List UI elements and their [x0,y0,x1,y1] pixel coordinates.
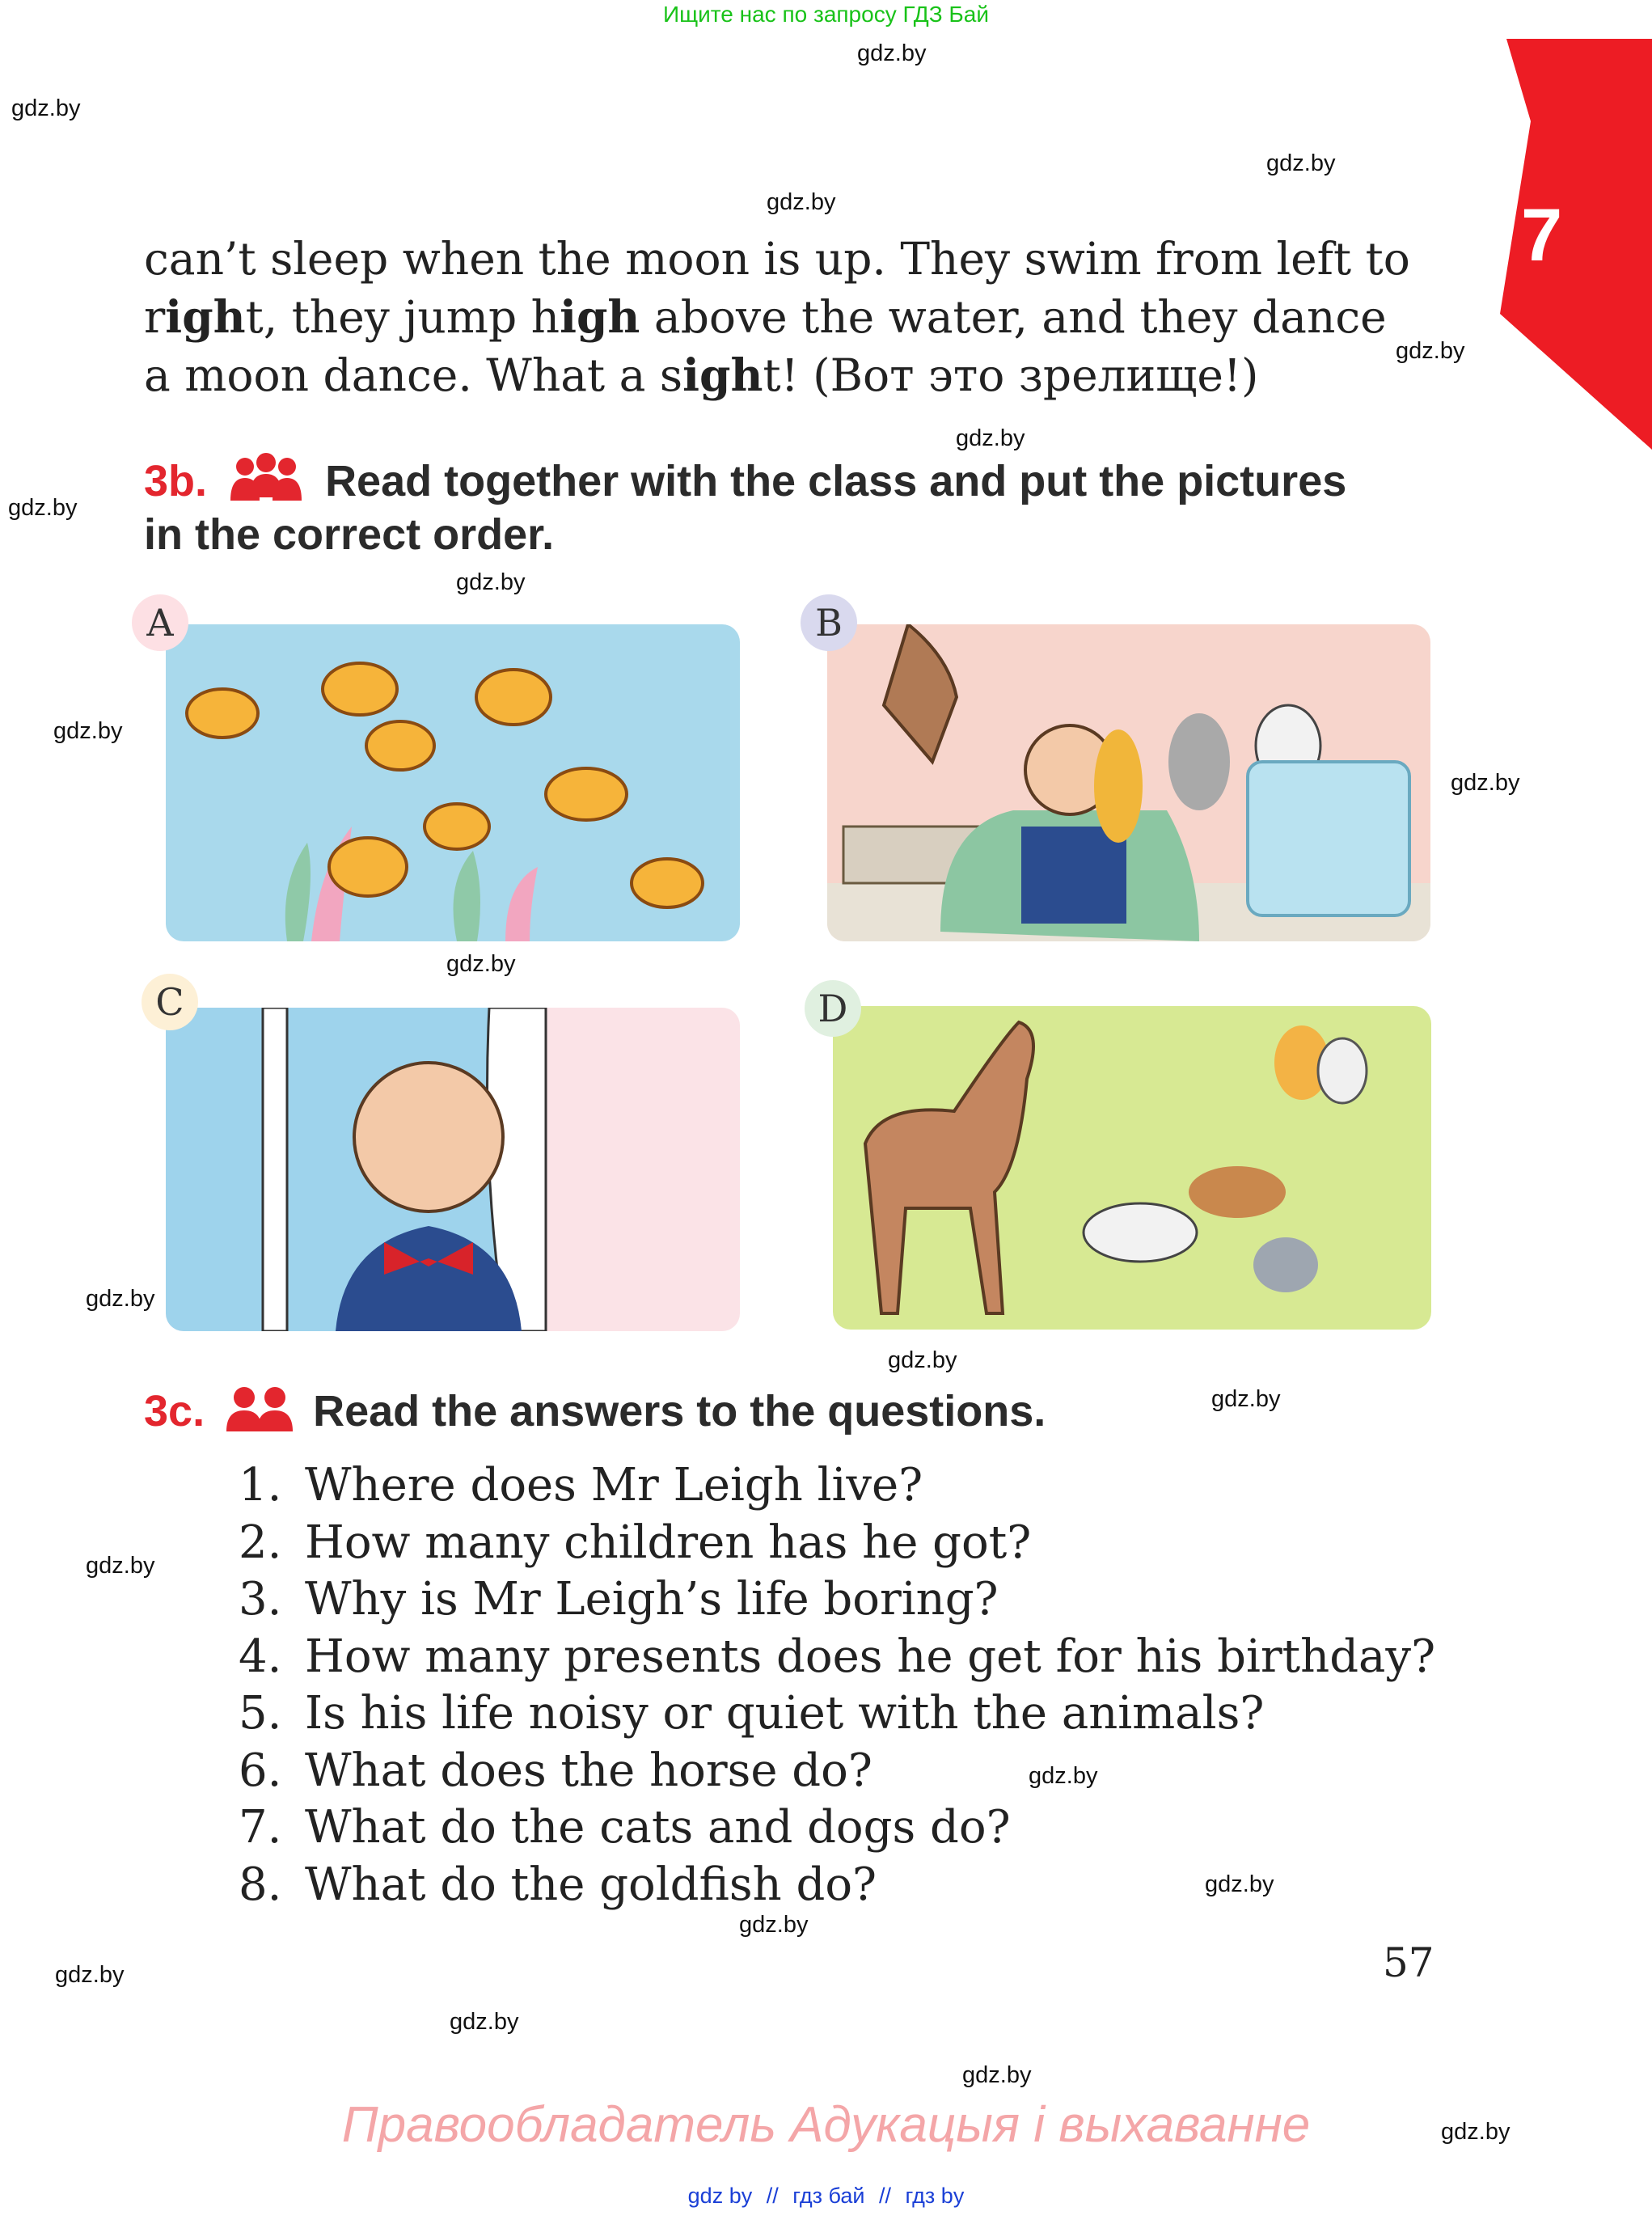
story-line: right, they jump high above the water, and they dance [144,290,1387,343]
exercise-3b-heading [144,455,1346,561]
watermark: gdz.by [86,1553,155,1579]
footer-links [0,2184,1652,2209]
pair-work-icon [225,1385,294,1433]
watermark: gdz.by [1396,338,1465,364]
question-item: 5. Is his life noisy or quiet with the animals? [239,1687,1265,1740]
watermark: gdz.by [8,495,78,521]
panel-label-c: C [142,974,198,1030]
watermark: gdz.by [1205,1871,1274,1897]
question-item: 4. How many presents does he get for his birthday? [239,1630,1436,1683]
picture-d [833,1006,1431,1330]
watermark: gdz.by [1211,1386,1281,1412]
panel-label-b: B [801,594,857,651]
instruction-line: Read the answers to the questions. [313,1387,1046,1435]
picture-a [166,624,740,941]
watermark: gdz.by [55,1962,125,1988]
question-item: 2. How many children has he got? [239,1516,1032,1569]
old-man-window-illustration [166,1008,740,1331]
question-list [239,1457,1435,1913]
watermark: gdz.by [739,1912,809,1938]
watermark: gdz.by [1266,150,1336,176]
copyright-notice: Правообладатель Адукацыя і выхаванне [341,2097,1311,2153]
goldfish-illustration [166,624,740,941]
question-item: 6. What does the horse do? [239,1744,872,1797]
exercise-number: 3c. [144,1387,205,1435]
question-item: 3. Why is Mr Leigh’s life boring? [239,1573,999,1626]
watermark: gdz.by [956,425,1025,451]
watermark: gdz.by [11,95,81,121]
panel-label-d: D [805,980,861,1037]
exercise-number: 3b. [144,457,208,505]
story-line: can’t sleep when the moon is up. They swim from left to [144,233,1410,285]
watermark: gdz.by [1029,1763,1098,1789]
footer-link[interactable]: gdz by [687,2184,753,2208]
group-work-icon [227,452,305,505]
footer-separator: // [879,2184,892,2208]
watermark: gdz.by [53,718,123,744]
chapter-number: 7 [1521,194,1563,277]
watermark: gdz.by [456,569,526,595]
watermark: gdz.by [767,189,836,215]
question-item: 8. What do the goldfish do? [239,1858,877,1911]
footer-separator: // [766,2184,779,2208]
question-item: 7. What do the cats and dogs do? [239,1801,1011,1854]
picture-c [166,1008,740,1331]
watermark: gdz.by [86,1286,155,1312]
question-item: 1. Where does Mr Leigh live? [239,1459,923,1512]
exercise-3c-heading [144,1385,1046,1438]
watermark: gdz.by [450,2009,519,2035]
watermark: gdz.by [1441,2119,1510,2145]
chapter-marker [1458,0,1652,453]
instruction-line: Read together with the class and put the pictures [325,457,1347,505]
watermark: gdz.by [446,951,516,977]
story-text [144,230,1446,404]
watermark: gdz.by [962,2062,1032,2088]
story-line: a moon dance. What a sight! (Вот это зрелище!) [144,349,1259,401]
watermark: gdz.by [888,1347,957,1373]
instruction-line: in the correct order. [144,510,555,559]
watermark: gdz.by [857,40,927,66]
old-man-animals-illustration [827,624,1430,941]
horse-cats-dogs-illustration [833,1006,1431,1330]
page-number: 57 [1383,1939,1434,1986]
watermark: gdz.by [1451,770,1520,796]
picture-b [827,624,1430,941]
panel-label-a: A [132,594,188,651]
search-hint-link[interactable]: Ищите нас по запросу ГДЗ Бай [662,2,990,27]
footer-link[interactable]: гдз бай [792,2184,865,2208]
footer-link[interactable]: гдз by [905,2184,965,2208]
